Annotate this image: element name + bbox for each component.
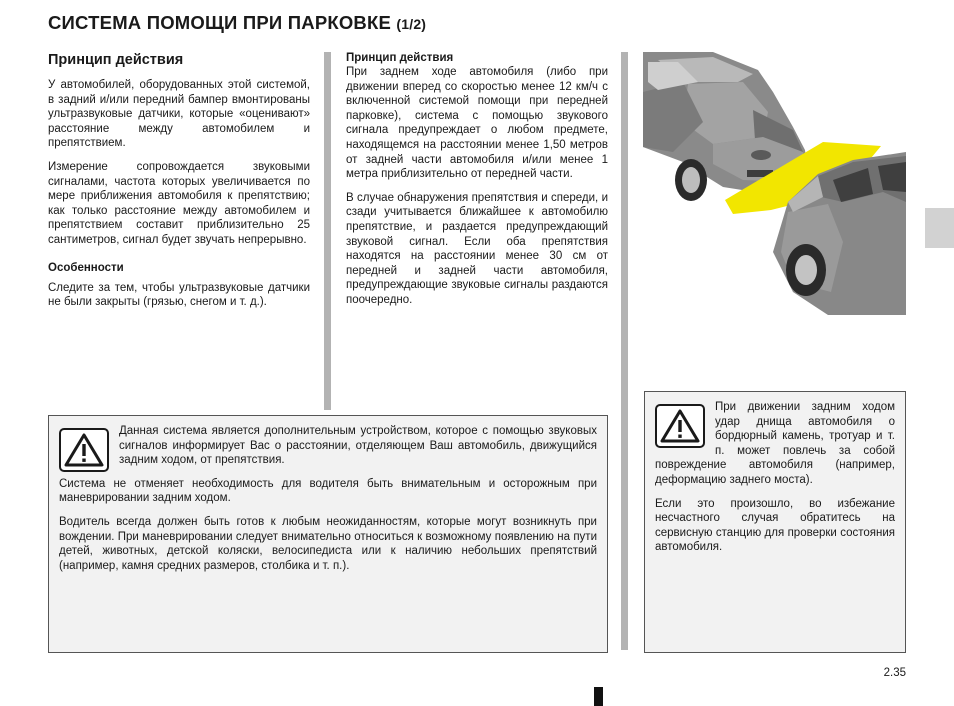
warning-paragraph: Водитель всегда должен быть готов к любым неожиданностям, которые могут возникнуть при вождении. При маневрировании следует внимательно относиться к возможному появлению на пути детей, животных, детской коляски, велосипедиста или к наличию небольших препятствий (например, камня средних размеров, столбика и т. п.).: [59, 515, 597, 572]
paragraph: При заднем ходе автомобиля (либо при движении вперед со скоростью менее 12 км/ч с включенной системой помощи при передней парковке), система с помощью звукового сигнала предупреждает о любом предмете, находящемся на расстоянии менее 1,50 метров от задней части автомобиля и/или менее 1 метра приблизительно от передней части.: [346, 66, 608, 181]
car-illustration-svg: [643, 52, 906, 315]
page-title: [48, 12, 426, 34]
paragraph: Измерение сопровождается звуковыми сигналами, частота которых увеличивается по мере приближения автомобиля к препятствию; как только расстояние между автомобилем и препятствием составит приблизительно 25 сантиметров, сигнал будет звучать непрерывно.: [48, 160, 310, 246]
sub-heading: Особенности: [48, 261, 124, 274]
section-heading: Принцип действия: [48, 52, 184, 68]
warning-triangle-icon: [59, 428, 109, 472]
warning-box-left: [48, 415, 608, 653]
page-title-part: (1/2): [396, 16, 427, 32]
warning-paragraph: Данная система является дополнительным устройством, которое с помощью звуковых сигналов информирует Вас о расстоянии, отделяющем Ваш автомобиль, движущийся задним ходом, от препятствия.: [119, 425, 597, 467]
column-middle: [346, 52, 608, 317]
warning-paragraph: При движении задним ходом удар днища автомобиля о бордюрный камень, тротуар и т. п. может повлечь за собой повреждение автомобиля (например, деформацию заднего моста).: [655, 401, 895, 486]
registration-mark: [594, 687, 603, 706]
column-left: [48, 52, 310, 319]
parking-sensor-illustration: [643, 52, 906, 315]
chapter-tab: [925, 208, 954, 248]
section-heading: Принцип действия: [346, 52, 454, 64]
warning-triangle-icon: [655, 404, 705, 448]
column-divider: [324, 52, 331, 410]
warning-paragraph: Если это произошло, во избежание несчастного случая обратитесь на сервисную станцию для проверки состояния автомобиля.: [655, 497, 895, 554]
warning-paragraph: Система не отменяет необходимость для водителя быть внимательным и осторожным при маневрировании задним ходом.: [59, 477, 597, 505]
paragraph: У автомобилей, оборудованных этой системой, в задний и/или передний бампер вмонтированы ультразвуковые датчики, которые «оценивают» расстояние между автомобилем и препятствием.: [48, 79, 310, 150]
paragraph: Следите за тем, чтобы ультразвуковые датчики не были закрыты (грязью, снегом и т. д.).: [48, 281, 310, 309]
warning-box-right: [644, 391, 906, 653]
page-title-text: СИСТЕМА ПОМОЩИ ПРИ ПАРКОВКЕ: [48, 12, 392, 33]
paragraph: В случае обнаружения препятствия и спереди, и сзади учитывается ближайшее к автомобилю препятствие, и раздается предупреждающий звуковой сигнал. Если оба препятствия находятся на расстоянии менее 30 см от передней и задней части автомобиля, предупреждающие звуковые сигналы раздаются поочередно.: [346, 191, 608, 306]
page-number: 2.35: [883, 667, 906, 679]
column-divider: [621, 52, 628, 650]
